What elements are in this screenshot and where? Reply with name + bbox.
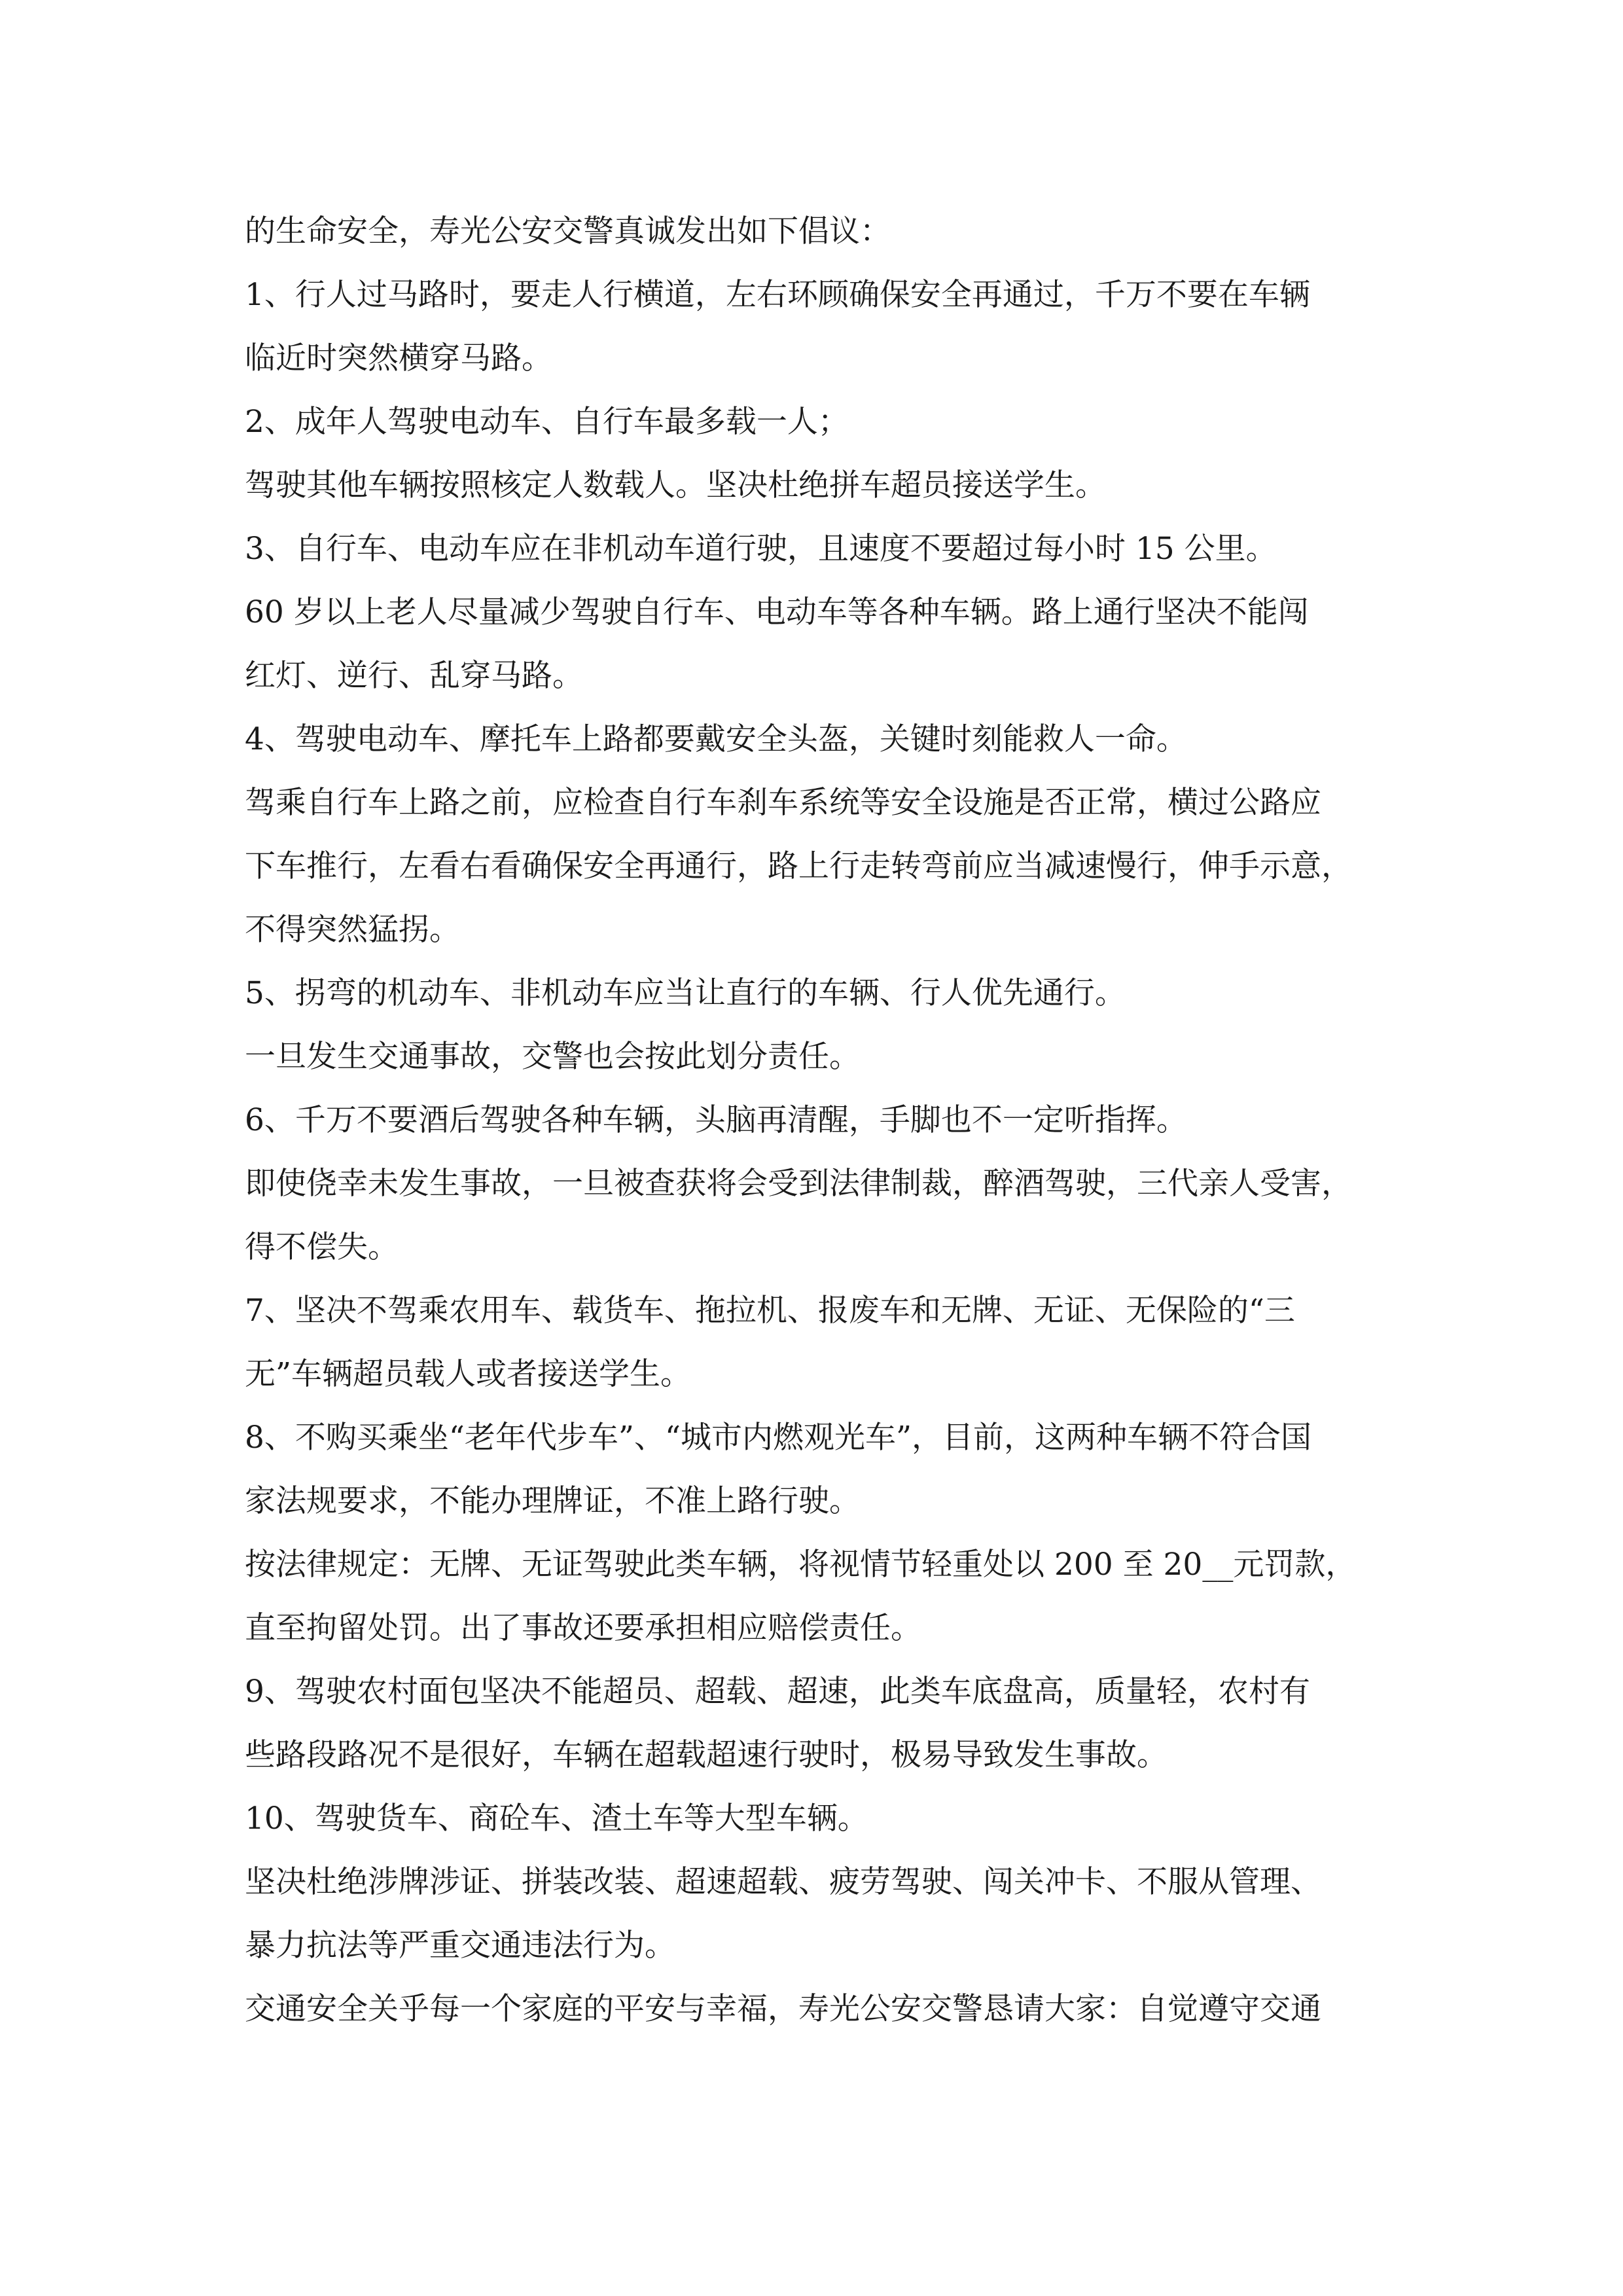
text-line: 6、千万不要酒后驾驶各种车辆，头脑再清醒，手脚也不一定听指挥。 — [245, 1102, 1187, 1138]
text-line: 8、不购买乘坐“老年代步车”、“城市内燃观光车”，目前，这两种车辆不符合国 — [245, 1420, 1312, 1456]
text-line: 的生命安全，寿光公安交警真诚发出如下倡议： — [245, 213, 891, 249]
text-line: 无”车辆超员载人或者接送学生。 — [245, 1356, 692, 1392]
text-line: 60 岁以上老人尽量减少驾驶自行车、电动车等各种车辆。路上通行坚决不能闯 — [245, 594, 1309, 630]
text-line: 2、成年人驾驶电动车、自行车最多载一人； — [245, 404, 849, 440]
text-line: 暴力抗法等严重交通违法行为。 — [245, 1928, 675, 1964]
text-line: 红灯、逆行、乱穿马路。 — [245, 658, 583, 694]
document-body — [245, 200, 1397, 2041]
text-line: 交通安全关乎每一个家庭的平安与幸福，寿光公安交警恳请大家：自觉遵守交通 — [245, 1991, 1321, 2027]
text-line: 1、行人过马路时，要走人行横道，左右环顾确保安全再通过，千万不要在车辆 — [245, 277, 1310, 313]
text-line: 5、拐弯的机动车、非机动车应当让直行的车辆、行人优先通行。 — [245, 975, 1126, 1011]
text-line: 些路段路况不是很好，车辆在超载超速行驶时，极易导致发生事故。 — [245, 1737, 1168, 1773]
text-line: 10、驾驶货车、商砼车、渣土车等大型车辆。 — [245, 1801, 868, 1837]
text-line: 坚决杜绝涉牌涉证、拼装改装、超速超载、疲劳驾驶、闯关冲卡、不服从管理、 — [245, 1864, 1321, 1900]
text-line: 一旦发生交通事故，交警也会按此划分责任。 — [245, 1039, 860, 1075]
text-line: 临近时突然横穿马路。 — [245, 340, 552, 376]
text-line: 7、坚决不驾乘农用车、载货车、拖拉机、报废车和无牌、无证、无保险的“三 — [245, 1293, 1295, 1329]
text-line: 不得突然猛拐。 — [245, 912, 460, 948]
text-line: 9、驾驶农村面包坚决不能超员、超载、超速，此类车底盘高，质量轻，农村有 — [245, 1674, 1310, 1710]
text-line: 得不偿失。 — [245, 1229, 399, 1265]
text-line: 家法规要求，不能办理牌证，不准上路行驶。 — [245, 1483, 860, 1519]
text-line: 直至拘留处罚。出了事故还要承担相应赔偿责任。 — [245, 1610, 921, 1646]
text-line: 下车推行，左看右看确保安全再通行，路上行走转弯前应当减速慢行，伸手示意， — [245, 848, 1352, 884]
text-line: 按法律规定：无牌、无证驾驶此类车辆，将视情节轻重处以 200 至 20__元罚款， — [245, 1547, 1357, 1583]
text-line: 即使侥幸未发生事故，一旦被查获将会受到法律制裁，醉酒驾驶，三代亲人受害， — [245, 1166, 1352, 1202]
text-line: 驾驶其他车辆按照核定人数载人。坚决杜绝拼车超员接送学生。 — [245, 467, 1106, 503]
text-line: 3、自行车、电动车应在非机动车道行驶，且速度不要超过每小时 15 公里。 — [245, 531, 1277, 567]
text-line: 驾乘自行车上路之前，应检查自行车刹车系统等安全设施是否正常，横过公路应 — [245, 785, 1321, 821]
text-line: 4、驾驶电动车、摩托车上路都要戴安全头盔，关键时刻能救人一命。 — [245, 721, 1187, 757]
